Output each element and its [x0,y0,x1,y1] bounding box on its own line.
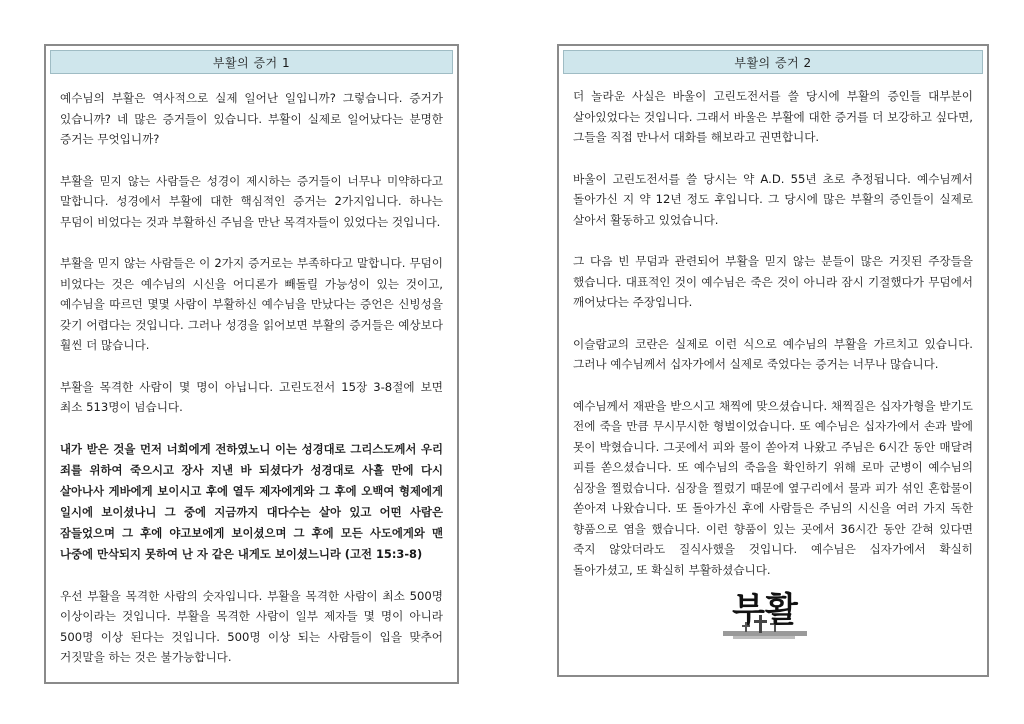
paragraph: 예수님의 부활은 역사적으로 실제 일어난 일입니까? 그렇습니다. 증거가 있습니까? 네 많은 증거들이 있습니다. 부활이 실제로 일어났다는 분명한 증거는 무엇입니까? [60,91,443,146]
paragraph: 부활을 믿지 않는 사람들은 성경이 제시하는 증거들이 너무나 미약하다고 말합니다. 성경에서 부활에 대한 핵심적인 증거는 2가지입니다. 하나는 무덤이 비었다는 것과 부활하신 주님을 만난 목격자들이 있었다는 것입니다. [60,173,443,229]
resurrection-logo-icon [719,579,811,649]
paragraph: 예수님께서 재판을 받으시고 채찍에 맞으셨습니다. 채찍질은 십자가형을 받기도 전에 죽을 만큼 무시무시한 형벌이었습니다. 또 예수님은 십자가에서 손과 발에 못이 박혔습니다. 그곳에서 피와 물이 쏟아져 나왔고 주님은 6시간 동안 매달려 피를 쏟으셨습니다. 또 예수님의 죽음을 확인하기 위해 로마 군병이 예수님의 심장을 찔렀습니다. 심장을 찔렀기 때문에 옆구리에서 물과 피가 섞인 혼합물이 쏟아져 나왔습니다. 또 돌아가신 후에 사람들은 주님의 시신을 여러 가지 독한 향품으로 염을 했습니다. 이런 향품이 있는 곳에서 36시간 동안 갇혀 있다면 죽지 않았더라도 질식사했을 것입니다. 예수님은 십자가에서 확실히 돌아가셨고, 또 확실히 부활하셨습니다. [573,398,973,577]
paragraph: 바울이 고린도전서를 쓸 당시는 약 A.D. 55년 초로 추정됩니다. 예수님께서 돌아가신 지 약 12년 정도 후입니다. 그 당시에 많은 부활의 증인들이 실제로 살아서 활동하고 있었습니다. [573,171,974,227]
panel-title: 부활의 증거 1 [50,50,453,74]
paragraph: 우선 부활을 목격한 사람의 숫자입니다. 부활을 목격한 사람이 최소 500명 이상이라는 것입니다. 부활을 목격한 사람이 일부 제자들 몇 명이 아니라 500명 이상 된다는 것입니다. 500명 이상 되는 사람들이 입을 맞추어 거짓말을 하는 것은 불가능합니다. [60,588,443,664]
scripture-quote: 내가 받은 것을 먼저 너희에게 전하였노니 이는 성경대로 그리스도께서 우리 죄를 위하여 죽으시고 장사 지낸 바 되셨다가 성경대로 사흘 만에 다시 살아나사 게바에게 보이시고 후에 열두 제자에게와 그 후에 오백여 형제에게 일시에 보이셨나니 그 중에 지금까지 대다수는 살아 있고 어떤 사람은 잠들었으며 그 후에 야고보에게 보이셨으며 그 후에 모든 사도에게와 맨 나중에 만삭되지 못하여 난 자 같은 내게도 보이셨느니라 (고전 15:3-8) [60,441,443,561]
paragraph: 그 다음 빈 무덤과 관련되어 부활을 믿지 않는 분들이 많은 거짓된 주장들을 했습니다. 대표적인 것이 예수님은 죽은 것이 아니라 잠시 기절했다가 무덤에서 깨어났다는 주장입니다. [573,254,973,309]
paragraph: 더 놀라운 사실은 바울이 고린도전서를 쓸 당시에 부활의 증인들 대부분이 살아있었다는 것입니다. 그래서 바울은 부활에 대한 증거를 더 보강하고 싶다면, 그들을 직접 만나서 대화를 해보라고 권면합니다. [573,89,973,144]
paragraph: 부활을 목격한 사람이 몇 명이 아닙니다. 고린도전서 15장 3-8절에 보면 최소 513명이 넘습니다. [60,379,443,414]
right-panel [557,44,989,677]
paragraph: 부활을 믿지 않는 사람들은 이 2가지 증거로는 부족하다고 말합니다. 무덤이 비었다는 것은 예수님의 시신을 어디론가 빼돌릴 가능성이 있는 것이고, 예수님을 따르던 몇몇 사람이 부활하신 예수님을 만났다는 증언은 신빙성을 갖기 어렵다는 것입니다. 그러나 성경을 읽어보면 부활의 증거들은 예상보다 훨씬 더 많습니다. [60,256,443,352]
panel-title: 부활의 증거 2 [563,50,983,74]
panel-body [46,74,457,668]
paragraph: 이슬람교의 코란은 실제로 이런 식으로 예수님의 부활을 가르치고 있습니다. 그러나 예수님께서 십자가에서 실제로 죽었다는 증거는 너무나 많습니다. [573,336,973,371]
left-panel [44,44,459,684]
panel-body [559,74,987,580]
logo-text: 부활 [732,590,798,630]
